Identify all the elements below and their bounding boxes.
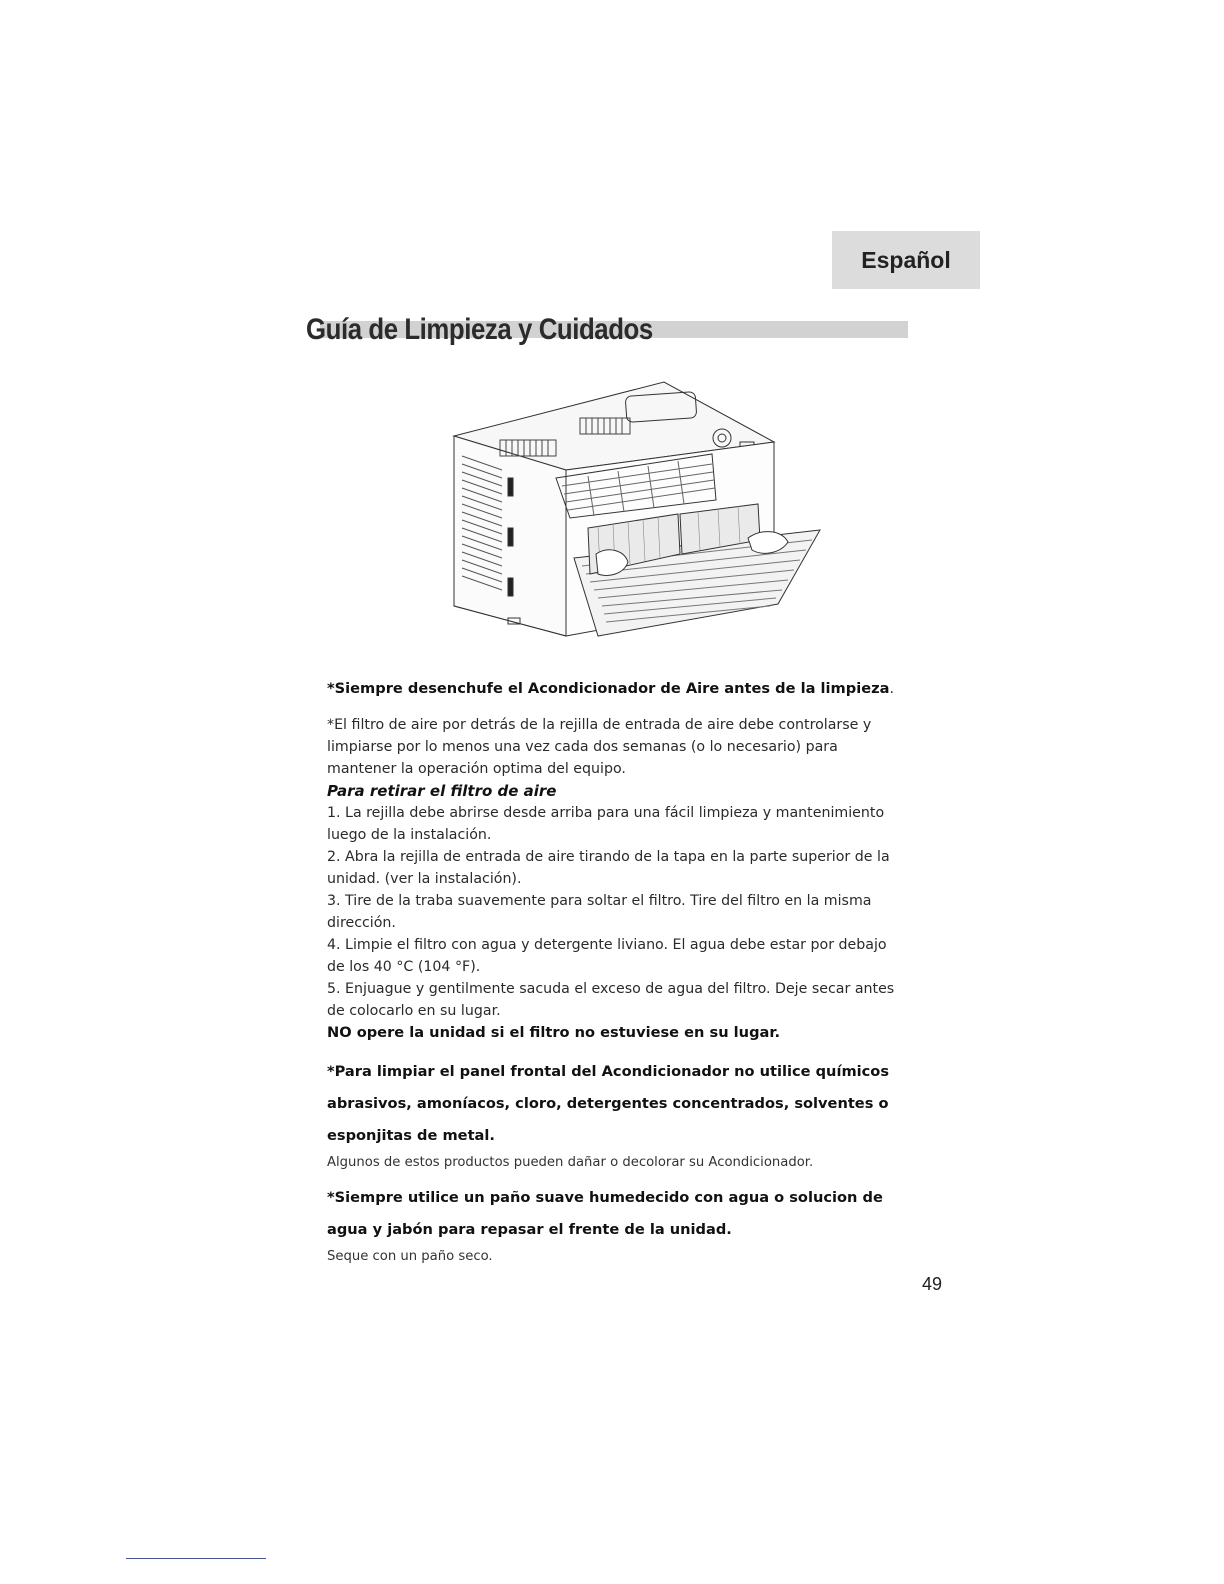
no-operate-warning: NO opere la unidad si el filtro no estuviese en su lugar.: [327, 1024, 781, 1041]
step-4: 4. Limpie el filtro con agua y detergente liviano. El agua debe estar por debajo de los 40 °C (104 °F).: [327, 937, 887, 975]
front-panel-note: Algunos de estos productos pueden dañar o decolorar su Acondicionador.: [327, 1155, 814, 1170]
step-1: 1. La rejilla debe abrirse desde arriba para una fácil limpieza y mantenimiento luego de la instalación.: [327, 805, 885, 843]
filter-note: *El filtro de aire por detrás de la rejilla de entrada de aire debe controlarse y limpiarse por lo menos una vez cada dos semanas (o lo necesario) para mantener la operación optima del equipo.: [327, 717, 872, 777]
air-conditioner-figure: [448, 378, 824, 650]
front-panel-warning: *Para limpiar el panel frontal del Acondicionador no utilice químicos abrasivos, amoníacos, cloro, detergentes concentrados, solventes o esponjitas de metal.: [327, 1063, 890, 1144]
footer-rule: [126, 1558, 266, 1559]
unplug-warning-text: *Siempre desenchufe el Acondicionador de Aire antes de la limpieza: [327, 680, 890, 697]
cleaning-instructions: [327, 678, 907, 1268]
dry-note: Seque con un paño seco.: [327, 1249, 493, 1264]
step-2: 2. Abra la rejilla de entrada de aire tirando de la tapa en la parte superior de la unidad. (ver la instalación).: [327, 849, 890, 887]
step-3: 3. Tire de la traba suavemente para soltar el filtro. Tire del filtro en la misma dirección.: [327, 893, 872, 931]
soft-cloth-instruction: *Siempre utilice un paño suave humedecido con agua o solucion de agua y jabón para repasar el frente de la unidad.: [327, 1189, 883, 1238]
unplug-warning-period: .: [889, 681, 894, 697]
language-tab: Español: [832, 231, 980, 289]
page-title: Guía de Limpieza y Cuidados: [306, 313, 653, 346]
filter-removal-heading: Para retirar el filtro de aire: [327, 782, 557, 800]
unplug-warning: [327, 678, 907, 700]
step-5: 5. Enjuague y gentilmente sacuda el exceso de agua del filtro. Deje secar antes de colocarlo en su lugar.: [327, 981, 895, 1019]
page-number: 49: [922, 1274, 943, 1294]
